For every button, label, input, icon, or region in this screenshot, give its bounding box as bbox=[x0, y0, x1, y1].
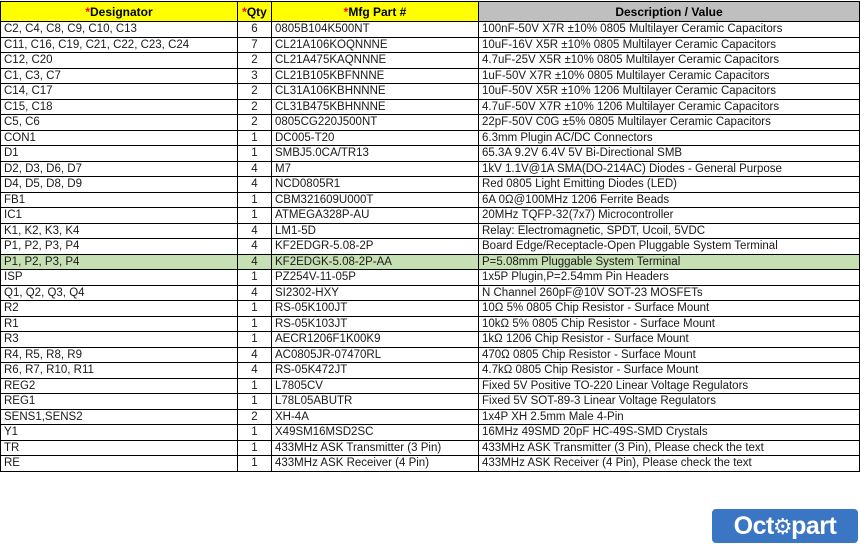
table-row bbox=[1, 409, 860, 425]
table-row bbox=[1, 192, 860, 208]
designator-cell: P1, P2, P3, P4 bbox=[1, 239, 238, 255]
mfg-part-cell: 0805CG220J500NT bbox=[272, 115, 479, 131]
description-cell: 1x5P Plugin,P=2.54mm Pin Headers bbox=[479, 270, 860, 286]
description-cell: 1uF-50V X7R ±10% 0805 Multilayer Ceramic Capacitors bbox=[479, 68, 860, 84]
qty-cell: 1 bbox=[238, 394, 272, 410]
mfg-part-cell: RS-05K103JT bbox=[272, 316, 479, 332]
mfg-part-cell: RS-05K472JT bbox=[272, 363, 479, 379]
table-row bbox=[1, 208, 860, 224]
table-row bbox=[1, 239, 860, 255]
qty-cell: 1 bbox=[238, 130, 272, 146]
qty-cell: 4 bbox=[238, 285, 272, 301]
qty-cell: 3 bbox=[238, 68, 272, 84]
description-cell: 1x4P XH 2.5mm Male 4-Pin bbox=[479, 409, 860, 425]
designator-cell: R3 bbox=[1, 332, 238, 348]
designator-cell: IC1 bbox=[1, 208, 238, 224]
mfg-part-cell: AC0805JR-07470RL bbox=[272, 347, 479, 363]
designator-cell: C1, C3, C7 bbox=[1, 68, 238, 84]
mfg-part-cell: DC005-T20 bbox=[272, 130, 479, 146]
designator-cell: R2 bbox=[1, 301, 238, 317]
mfg-part-cell: CL31B475KBHNNNE bbox=[272, 99, 479, 115]
table-row bbox=[1, 84, 860, 100]
description-cell: P=5.08mm Pluggable System Terminal bbox=[479, 254, 860, 270]
description-cell: 6.3mm Plugin AC/DC Connectors bbox=[479, 130, 860, 146]
description-cell: Fixed 5V Positive TO-220 Linear Voltage Regulators bbox=[479, 378, 860, 394]
designator-cell: P1, P2, P3, P4 bbox=[1, 254, 238, 270]
qty-cell: 1 bbox=[238, 146, 272, 162]
designator-cell: SENS1,SENS2 bbox=[1, 409, 238, 425]
designator-cell: C12, C20 bbox=[1, 53, 238, 69]
table-row bbox=[1, 394, 860, 410]
designator-cell: D2, D3, D6, D7 bbox=[1, 161, 238, 177]
qty-cell: 2 bbox=[238, 409, 272, 425]
description-cell: 4.7uF-50V X7R ±10% 1206 Multilayer Ceramic Capacitors bbox=[479, 99, 860, 115]
column-header-label: Description / Value bbox=[615, 4, 723, 19]
designator-cell: C11, C16, C19, C21, C22, C23, C24 bbox=[1, 37, 238, 53]
description-cell: 1kV 1.1V@1A SMA(DO-214AC) Diodes - General Purpose bbox=[479, 161, 860, 177]
designator-cell: R6, R7, R10, R11 bbox=[1, 363, 238, 379]
qty-cell: 4 bbox=[238, 347, 272, 363]
qty-cell: 2 bbox=[238, 99, 272, 115]
required-asterisk: * bbox=[242, 4, 247, 19]
designator-cell: C14, C17 bbox=[1, 84, 238, 100]
table-row bbox=[1, 146, 860, 162]
table-row bbox=[1, 99, 860, 115]
table-row bbox=[1, 68, 860, 84]
qty-cell: 1 bbox=[238, 301, 272, 317]
qty-cell: 1 bbox=[238, 208, 272, 224]
mfg-part-cell: X49SM16MSD2SC bbox=[272, 425, 479, 441]
mfg-part-cell: LM1-5D bbox=[272, 223, 479, 239]
qty-cell: 2 bbox=[238, 84, 272, 100]
qty-cell: 1 bbox=[238, 316, 272, 332]
designator-cell: D1 bbox=[1, 146, 238, 162]
description-cell: 1kΩ 1206 Chip Resistor - Surface Mount bbox=[479, 332, 860, 348]
required-asterisk: * bbox=[85, 4, 90, 19]
table-row bbox=[1, 440, 860, 456]
description-cell: Red 0805 Light Emitting Diodes (LED) bbox=[479, 177, 860, 193]
description-cell: Fixed 5V SOT-89-3 Linear Voltage Regulators bbox=[479, 394, 860, 410]
description-cell: 433MHz ASK Transmitter (3 Pin), Please check the text bbox=[479, 440, 860, 456]
mfg-part-cell: 433MHz ASK Transmitter (3 Pin) bbox=[272, 440, 479, 456]
column-header-mfg-part bbox=[272, 2, 479, 22]
required-asterisk: * bbox=[343, 4, 349, 19]
table-row bbox=[1, 161, 860, 177]
table-row bbox=[1, 254, 860, 270]
qty-cell: 7 bbox=[238, 37, 272, 53]
mfg-part-cell: PZ254V-11-05P bbox=[272, 270, 479, 286]
qty-cell: 2 bbox=[238, 53, 272, 69]
column-header-label: Designator bbox=[89, 4, 153, 19]
designator-cell: C2, C4, C8, C9, C10, C13 bbox=[1, 22, 238, 38]
description-cell: 10uF-16V X5R ±10% 0805 Multilayer Ceramic Capacitors bbox=[479, 37, 860, 53]
table-row bbox=[1, 115, 860, 131]
mfg-part-cell: L7805CV bbox=[272, 378, 479, 394]
column-header-description bbox=[479, 2, 860, 22]
mfg-part-cell: KF2EDGK-5.08-2P-AA bbox=[272, 254, 479, 270]
description-cell: 10Ω 5% 0805 Chip Resistor - Surface Mount bbox=[479, 301, 860, 317]
header-row bbox=[1, 2, 860, 22]
table-row bbox=[1, 332, 860, 348]
table-row bbox=[1, 223, 860, 239]
description-cell: 4.7uF-25V X5R ±10% 0805 Multilayer Ceramic Capacitors bbox=[479, 53, 860, 69]
column-header-label: Qty bbox=[246, 4, 267, 19]
description-cell: Relay: Electromagnetic, SPDT, Ucoil, 5VDC bbox=[479, 223, 860, 239]
designator-cell: REG2 bbox=[1, 378, 238, 394]
qty-cell: 1 bbox=[238, 332, 272, 348]
table-row bbox=[1, 270, 860, 286]
octopart-logo bbox=[712, 509, 858, 543]
designator-cell: FB1 bbox=[1, 192, 238, 208]
table-row bbox=[1, 456, 860, 472]
designator-cell: ISP bbox=[1, 270, 238, 286]
mfg-part-cell: L78L05ABUTR bbox=[272, 394, 479, 410]
description-cell: 65.3A 9.2V 6.4V 5V Bi-Directional SMB bbox=[479, 146, 860, 162]
qty-cell: 1 bbox=[238, 456, 272, 472]
designator-cell: TR bbox=[1, 440, 238, 456]
qty-cell: 4 bbox=[238, 177, 272, 193]
logo-text-before: Oct bbox=[733, 511, 774, 540]
description-cell: 10uF-50V X5R ±10% 1206 Multilayer Ceramic Capacitors bbox=[479, 84, 860, 100]
designator-cell: Y1 bbox=[1, 425, 238, 441]
description-cell: 470Ω 0805 Chip Resistor - Surface Mount bbox=[479, 347, 860, 363]
mfg-part-cell: 0805B104K500NT bbox=[272, 22, 479, 38]
table-row bbox=[1, 285, 860, 301]
description-cell: 6A 0Ω@100MHz 1206 Ferrite Beads bbox=[479, 192, 860, 208]
mfg-part-cell: KF2EDGR-5.08-2P bbox=[272, 239, 479, 255]
mfg-part-cell: 433MHz ASK Receiver (4 Pin) bbox=[272, 456, 479, 472]
description-cell: 22pF-50V C0G ±5% 0805 Multilayer Ceramic Capacitors bbox=[479, 115, 860, 131]
table-row bbox=[1, 130, 860, 146]
mfg-part-cell: SI2302-HXY bbox=[272, 285, 479, 301]
description-cell: 10kΩ 5% 0805 Chip Resistor - Surface Mount bbox=[479, 316, 860, 332]
qty-cell: 1 bbox=[238, 425, 272, 441]
description-cell: 433MHz ASK Receiver (4 Pin), Please check the text bbox=[479, 456, 860, 472]
table-row bbox=[1, 425, 860, 441]
qty-cell: 4 bbox=[238, 223, 272, 239]
mfg-part-cell: AECR1206F1K00K9 bbox=[272, 332, 479, 348]
qty-cell: 2 bbox=[238, 115, 272, 131]
mfg-part-cell: ATMEGA328P-AU bbox=[272, 208, 479, 224]
designator-cell: Q1, Q2, Q3, Q4 bbox=[1, 285, 238, 301]
logo-text-after: part bbox=[791, 511, 837, 540]
qty-cell: 1 bbox=[238, 440, 272, 456]
qty-cell: 4 bbox=[238, 161, 272, 177]
designator-cell: C15, C18 bbox=[1, 99, 238, 115]
column-header-designator bbox=[1, 2, 238, 22]
table-row bbox=[1, 37, 860, 53]
designator-cell: D4, D5, D8, D9 bbox=[1, 177, 238, 193]
table-row bbox=[1, 363, 860, 379]
description-cell: N Channel 260pF@10V SOT-23 MOSFETs bbox=[479, 285, 860, 301]
table-row bbox=[1, 301, 860, 317]
table-row bbox=[1, 378, 860, 394]
description-cell: 20MHz TQFP-32(7x7) Microcontroller bbox=[479, 208, 860, 224]
designator-cell: REG1 bbox=[1, 394, 238, 410]
description-cell: 100nF-50V X7R ±10% 0805 Multilayer Ceramic Capacitors bbox=[479, 22, 860, 38]
table-row bbox=[1, 316, 860, 332]
mfg-part-cell: CL21A475KAQNNNE bbox=[272, 53, 479, 69]
designator-cell: C5, C6 bbox=[1, 115, 238, 131]
table-row bbox=[1, 53, 860, 69]
qty-cell: 4 bbox=[238, 254, 272, 270]
qty-cell: 4 bbox=[238, 363, 272, 379]
mfg-part-cell: XH-4A bbox=[272, 409, 479, 425]
description-cell: 16MHz 49SMD 20pF HC-49S-SMD Crystals bbox=[479, 425, 860, 441]
mfg-part-cell: CL31A106KBHNNNE bbox=[272, 84, 479, 100]
mfg-part-cell: M7 bbox=[272, 161, 479, 177]
bom-table-body bbox=[1, 22, 860, 472]
qty-cell: 1 bbox=[238, 378, 272, 394]
mfg-part-cell: CL21B105KBFNNNE bbox=[272, 68, 479, 84]
column-header-qty bbox=[238, 2, 272, 22]
designator-cell: CON1 bbox=[1, 130, 238, 146]
qty-cell: 6 bbox=[238, 22, 272, 38]
mfg-part-cell: RS-05K100JT bbox=[272, 301, 479, 317]
designator-cell: R1 bbox=[1, 316, 238, 332]
designator-cell: RE bbox=[1, 456, 238, 472]
description-cell: Board Edge/Receptacle-Open Pluggable System Terminal bbox=[479, 239, 860, 255]
gear-icon: ⚙ bbox=[772, 514, 793, 539]
designator-cell: R4, R5, R8, R9 bbox=[1, 347, 238, 363]
table-row bbox=[1, 347, 860, 363]
table-row bbox=[1, 22, 860, 38]
mfg-part-cell: CBM321609U000T bbox=[272, 192, 479, 208]
qty-cell: 1 bbox=[238, 270, 272, 286]
designator-cell: K1, K2, K3, K4 bbox=[1, 223, 238, 239]
table-row bbox=[1, 177, 860, 193]
mfg-part-cell: SMBJ5.0CA/TR13 bbox=[272, 146, 479, 162]
mfg-part-cell: NCD0805R1 bbox=[272, 177, 479, 193]
description-cell: 4.7kΩ 0805 Chip Resistor - Surface Mount bbox=[479, 363, 860, 379]
qty-cell: 1 bbox=[238, 192, 272, 208]
mfg-part-cell: CL21A106KOQNNNE bbox=[272, 37, 479, 53]
qty-cell: 4 bbox=[238, 239, 272, 255]
bom-table bbox=[0, 1, 860, 472]
column-header-label: Mfg Part # bbox=[348, 4, 407, 19]
